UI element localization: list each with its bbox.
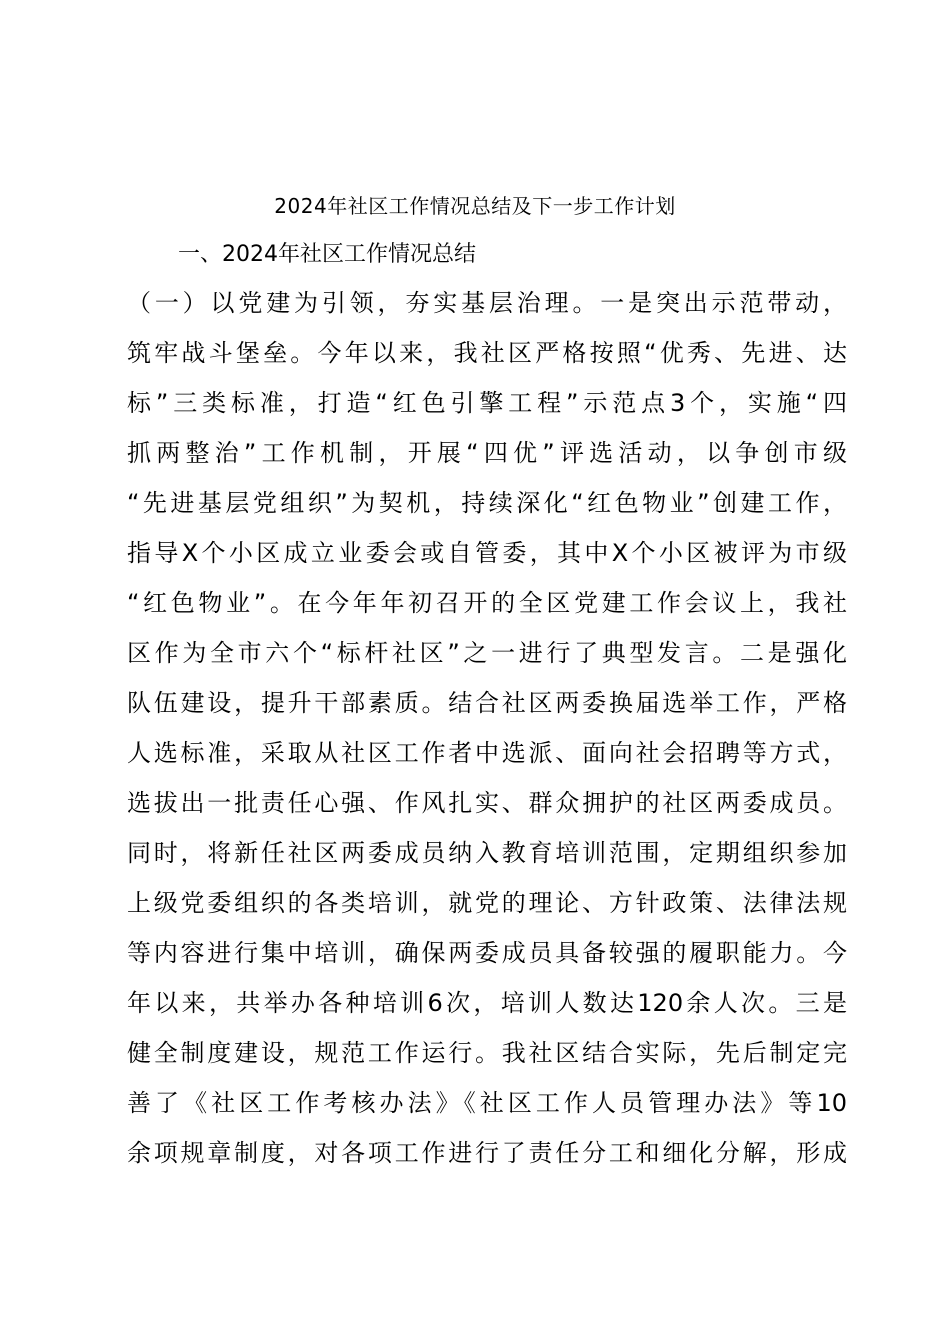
body-line: 选拔出一批责任心强、作风扎实、群众拥护的社区两委成员。 — [127, 789, 847, 817]
body-line: 人选标准，采取从社区工作者中选派、面向社会招聘等方式， — [127, 739, 847, 767]
section-heading: 一、2024年社区工作情况总结 — [178, 242, 476, 267]
body-line: 年以来，共举办各种培训6次，培训人数达120余人次。三是 — [127, 989, 847, 1017]
body-line: 抓两整治”工作机制，开展“四优”评选活动，以争创市级 — [127, 439, 847, 467]
body-line: 标”三类标准，打造“红色引擎工程”示范点3个，实施“四 — [127, 389, 847, 417]
body-line: “红色物业”。在今年年初召开的全区党建工作会议上，我社 — [127, 589, 847, 617]
body-line: 指导X个小区成立业委会或自管委，其中X个小区被评为市级 — [127, 539, 847, 567]
document-title: 2024年社区工作情况总结及下一步工作计划 — [274, 194, 676, 218]
body-line: （一）以党建为引领，夯实基层治理。一是突出示范带动， — [127, 289, 847, 317]
body-line: 上级党委组织的各类培训，就党的理论、方针政策、法律法规 — [127, 889, 847, 917]
body-line: “先进基层党组织”为契机，持续深化“红色物业”创建工作， — [127, 489, 847, 517]
body-line: 筑牢战斗堡垒。今年以来，我社区严格按照“优秀、先进、达 — [127, 339, 847, 367]
body-line: 队伍建设，提升干部素质。结合社区两委换届选举工作，严格 — [127, 689, 847, 717]
body-line: 余项规章制度，对各项工作进行了责任分工和细化分解，形成 — [127, 1139, 847, 1167]
body-line: 等内容进行集中培训，确保两委成员具备较强的履职能力。今 — [127, 939, 847, 967]
body-line: 同时，将新任社区两委成员纳入教育培训范围，定期组织参加 — [127, 839, 847, 867]
body-line: 健全制度建设，规范工作运行。我社区结合实际，先后制定完 — [127, 1039, 847, 1067]
body-line: 区作为全市六个“标杆社区”之一进行了典型发言。二是强化 — [127, 639, 847, 667]
body-line: 善了《社区工作考核办法》《社区工作人员管理办法》等10 — [127, 1089, 847, 1117]
